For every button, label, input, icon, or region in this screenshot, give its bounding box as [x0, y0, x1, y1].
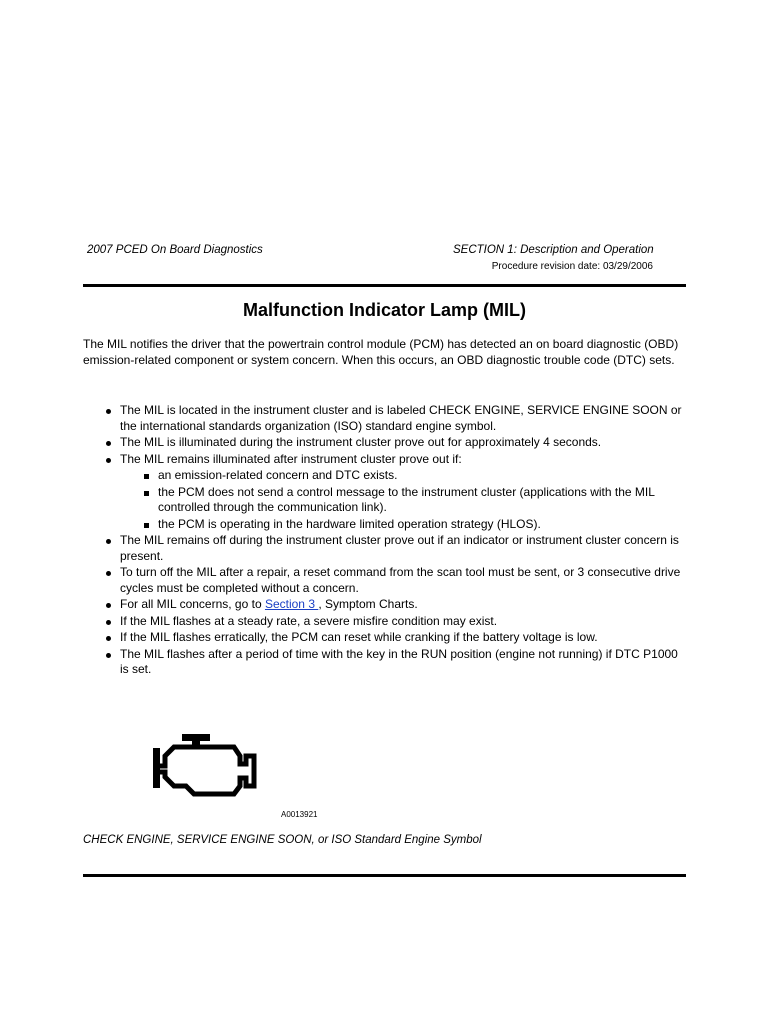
engine-icon	[150, 732, 262, 802]
bullet-list	[104, 403, 686, 679]
list-item-text: , Symptom Charts.	[318, 597, 418, 611]
list-item: The MIL is located in the instrument cluster and is labeled CHECK ENGINE, SERVICE ENGINE SOON or the international standards organization (ISO) standard engine symbol.	[104, 403, 686, 434]
figure-caption: CHECK ENGINE, SERVICE ENGINE SOON, or ISO Standard Engine Symbol	[83, 834, 482, 846]
list-item: The MIL flashes after a period of time with the key in the RUN position (engine not running) if DTC P1000 is set.	[104, 647, 686, 678]
list-item	[104, 452, 686, 533]
list-item: If the MIL flashes erratically, the PCM can reset while cranking if the battery voltage is low.	[104, 630, 686, 646]
list-item: To turn off the MIL after a repair, a reset command from the scan tool must be sent, or 3 consecutive drive cycles must be completed without a concern.	[104, 565, 686, 596]
top-divider	[83, 284, 686, 287]
list-item-text: For all MIL concerns, go to	[120, 597, 265, 611]
page-title: Malfunction Indicator Lamp (MIL)	[243, 300, 526, 320]
header-revision-date: Procedure revision date: 03/29/2006	[491, 261, 653, 272]
bottom-divider	[83, 874, 686, 877]
list-item: If the MIL flashes at a steady rate, a severe misfire condition may exist.	[104, 614, 686, 630]
header-document-title: 2007 PCED On Board Diagnostics	[87, 244, 263, 256]
list-item: The MIL is illuminated during the instrument cluster prove out for approximately 4 seconds.	[104, 435, 686, 451]
header-section-title: SECTION 1: Description and Operation	[453, 244, 654, 256]
sub-list-item: the PCM does not send a control message to the instrument cluster (applications with the MIL controlled through the communication link).	[120, 485, 686, 516]
sub-list-item: an emission-related concern and DTC exists.	[120, 468, 686, 484]
figure-code: A0013921	[281, 810, 318, 819]
sub-bullet-list	[120, 468, 686, 532]
list-item: The MIL remains off during the instrument cluster prove out if an indicator or instrument cluster concern is present.	[104, 533, 686, 564]
sub-list-item: the PCM is operating in the hardware limited operation strategy (HLOS).	[120, 517, 686, 533]
list-item	[104, 597, 686, 613]
intro-paragraph: The MIL notifies the driver that the powertrain control module (PCM) has detected an on board diagnostic (OBD) emission-related component or system concern. When this occurs, an OBD diagnostic trouble code (DTC) sets.	[83, 337, 679, 367]
section-3-link[interactable]: Section 3	[264, 597, 319, 611]
list-item-text: The MIL remains illuminated after instrument cluster prove out if:	[120, 451, 462, 466]
